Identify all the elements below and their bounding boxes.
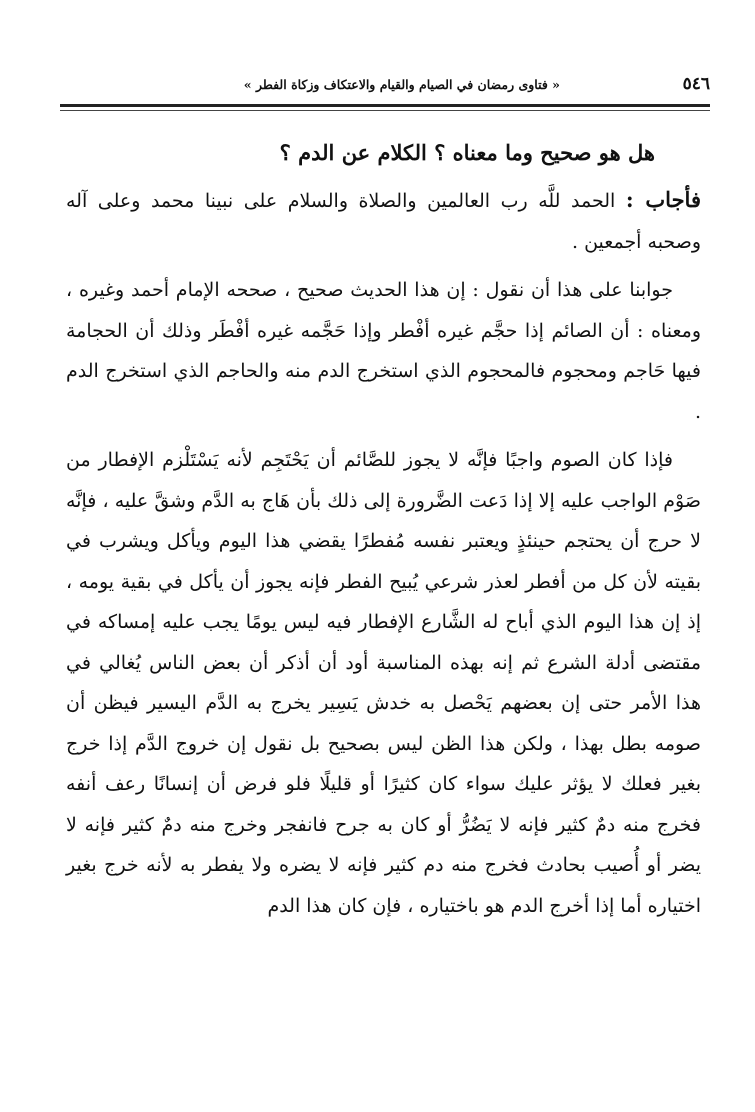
running-title: « فتاوى رمضان في الصيام والقيام والاعتكاف وزكاة الفطر » xyxy=(243,77,560,92)
answer-opening: الحمد للَّه رب العالمين والصلاة والسلام على نبينا محمد وعلى آله وصحبه أجمعين . xyxy=(66,190,701,253)
body-paragraph: جوابنا على هذا أن نقول : إن هذا الحديث صحيح ، صححه الإمام أحمد وغيره ، ومعناه : أن الصائم إذا حجَّم غيره أفْطر وإذا حَجَّمه غيره أفْطَر وذلك أن الحجامة فيها حَاجم ومحجوم فالمحجوم الذي استخرج الدم منه والحاجم الذي استخرج الدم . xyxy=(66,279,701,423)
answer-paragraph xyxy=(66,180,701,262)
answer-label: فأجاب : xyxy=(625,187,701,212)
body-paragraph: فإذا كان الصوم واجبًا فإنَّه لا يجوز للصَّائم أن يَحْتَجِم لأنه يَسْتَلْزم الإفطار من صَوْم الواجب عليه إلا إذا دَعت الضَّرورة إلى ذلك بأن هَاج به الدَّم وشقَّ عليه ، فإنَّه لا حرج أن يحتجم حينئذٍ ويعتبر نفسه مُفطرًا يقضي هذا اليوم ويأكل ويشرب في بقيته لأن كل من أفطر لعذر شرعي يُبيح الفطر فإنه يجوز أن يأكل في بقية يومه ، إذ إن هذا اليوم الذي أباح له الشَّارع الإفطار فيه ليس يومًا يجب عليه إمساكه في مقتضى أدلة الشرع ثم إنه بهذه المناسبة أود أن أذكر أن بعض الناس يُغالي في هذا الأمر حتى إن بعضهم يَحْصل به خدش يَسِير يخرج به الدَّم اليسير فيظن أن صومه بطل بهذا ، ولكن هذا الظن ليس بصحيح بل نقول إن خروج الدَّم إذا خرج بغير فعلك لا يؤثر عليك سواء كان كثيرًا أو قليلًا فلو فرض أن إنسانًا رعف أنفه فخرج منه دمٌ كثير فإنه لا يَضُرُّ أو كان به جرح فانفجر وخرج منه دمٌ كثير فإنه لا يضر أو أُصيب بحادث فخرج منه دم كثير فإنه لا يضره ولا يفطر به لأنه خرج بغير اختياره أما إذا أخرج الدم هو باختياره ، فإن كان هذا الدم xyxy=(66,449,701,917)
page-header xyxy=(60,70,710,100)
page-body xyxy=(66,128,701,926)
header-rule xyxy=(60,104,710,107)
question-heading: هل هو صحيح وما معناه ؟ الكلام عن الدم ؟ xyxy=(279,140,655,165)
page-number: ٥٤٦ xyxy=(682,74,710,94)
header-rule-thin xyxy=(60,110,710,111)
